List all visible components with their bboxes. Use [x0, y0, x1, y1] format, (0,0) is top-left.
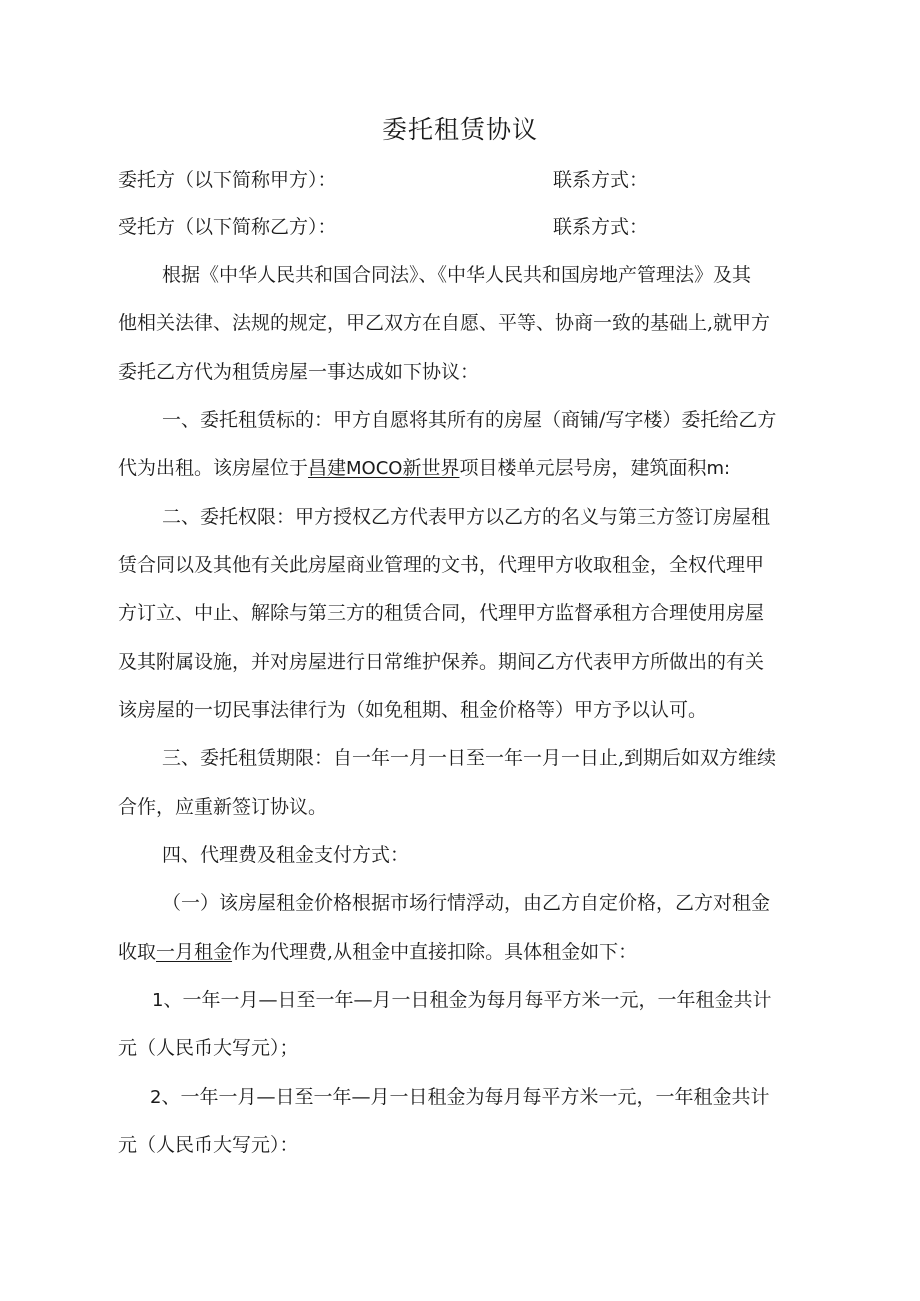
party-b-label: 受托方（以下简称乙方）： [118, 216, 337, 238]
clause1-text-post: 项目楼单元层号房，建筑面积 [459, 457, 707, 479]
clause2-line-5: 该房屋的一切民事法律行为（如免租期、租金价格等）甲方予以认可。 [118, 699, 708, 721]
clause2-line-3: 方订立、中止、解除与第三方的租赁合同，代理甲方监督承租方合理使用房屋 [118, 602, 765, 624]
rent-item-2-line-2: 元（人民币大写元）： [118, 1134, 299, 1156]
party-a-contact-label: 联系方式： [553, 169, 649, 191]
project-name-cn2: 新世界 [402, 457, 460, 479]
fee-text-post: 作为代理费,从租金中直接扣除。具体租金如下： [232, 941, 638, 963]
rent-item-2-number: 2 [150, 1087, 162, 1108]
clause3-line-2: 合作，应重新签订协议。 [118, 796, 328, 818]
clause2-line-2: 赁合同以及其他有关此房屋商业管理的文书，代理甲方收取租金，全权代理甲 [118, 554, 765, 576]
clause1-line-1: 一、委托租赁标的：甲方自愿将其所有的房屋（商铺/写字楼）委托给乙方 [162, 409, 777, 431]
rent-item-1-line-2: 元（人民币大写元）； [118, 1037, 299, 1059]
clause1-text-pre: 代为出租。该房屋位于 [118, 457, 309, 479]
rent-item-2-line-1 [150, 1085, 769, 1110]
intro-line-1: 根据《中华人民共和国合同法》、《中华人民共和国房地产管理法》及其 [162, 264, 752, 286]
rent-item-2-text: 、一年一月—日至一年—月一日租金为每月每平方米一元，一年租金共计 [161, 1086, 770, 1108]
intro-line-3: 委托乙方代为租赁房屋一事达成如下协议： [118, 361, 480, 383]
rent-item-1-text: 、一年一月—日至一年—月一日租金为每月每平方米一元，一年租金共计 [163, 989, 772, 1011]
project-name-latin: MOCO [346, 458, 403, 479]
clause4-sub1-line-2 [118, 940, 637, 964]
rent-item-1-number: 1 [152, 990, 164, 1011]
clause3-line-1: 三、委托租赁期限：自一年一月一日至一年一月一日止,到期后如双方维续 [162, 747, 777, 769]
rent-item-1-line-1 [152, 988, 771, 1013]
party-a-label: 委托方（以下简称甲方）： [118, 169, 337, 191]
intro-line-2: 他相关法律、法规的规定，甲乙双方在自愿、平等、协商一致的基础上,就甲方 [118, 312, 771, 334]
clause2-line-4: 及其附属设施，并对房屋进行日常维护保养。期间乙方代表甲方所做出的有关 [118, 651, 765, 673]
clause2-line-1: 二、委托权限：甲方授权乙方代表甲方以乙方的名义与第三方签订房屋租 [162, 506, 771, 528]
clause4-sub1-line-1: （一）该房屋租金价格根据市场行情浮动，由乙方自定价格，乙方对租金 [162, 892, 771, 914]
clause1-line-2 [118, 456, 730, 481]
project-name-cn1: 昌建 [308, 457, 347, 479]
document-title: 委托租赁协议 [381, 115, 538, 144]
fee-text-pre: 收取 [118, 941, 157, 963]
party-b-contact-label: 联系方式： [553, 216, 649, 238]
clause4-heading: 四、代理费及租金支付方式： [162, 844, 410, 866]
area-unit: m: [706, 458, 731, 479]
agency-fee-amount: 一月租金 [156, 941, 233, 963]
project-name [308, 457, 459, 479]
